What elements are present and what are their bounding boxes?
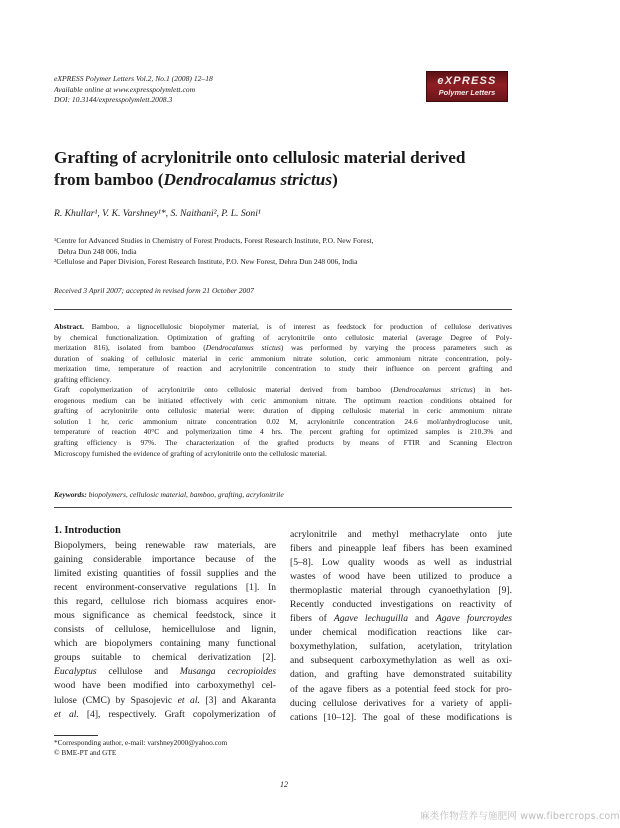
abstract-line bbox=[54, 385, 512, 396]
abstract-species: Dendrocalamus stictus bbox=[205, 343, 281, 353]
abstract-line: grafting efficiency is 97%. The characterization of the grafted products by means of FTIR and Scanning Electron bbox=[54, 438, 512, 448]
abstract-bottom-rule bbox=[54, 507, 512, 508]
body-line: acrylonitrile and methyl methacrylate onto jute bbox=[290, 529, 512, 540]
body-line: cations [10–12]. The goal of these modifications is bbox=[290, 711, 512, 723]
body-column-right bbox=[290, 528, 512, 725]
copyright-notice: © BME-PT and GTE bbox=[54, 748, 117, 757]
body-line: Recently conducted investigations on reactivity of bbox=[290, 599, 512, 611]
species-eucalyptus: Eucalyptus bbox=[54, 666, 97, 678]
body-line: [5–8]. Low quality woods as well as industrial bbox=[290, 557, 512, 569]
body-line: fibers and pineapple leaf fibers has been examined bbox=[290, 543, 512, 555]
body-line: wood have been modified into carboxymethyl cel- bbox=[54, 680, 276, 692]
abstract-line: grafting of acrylonitrile onto cellulosic material were: duration of dipping cellulosic material in ceric ammonium nitrate bbox=[54, 406, 512, 416]
paper-title bbox=[54, 147, 524, 191]
abstract-line bbox=[54, 322, 512, 333]
body-line: wastes of wood have been utilized to produce a bbox=[290, 571, 512, 583]
abstract-line: duration of soaking of cellulosic material in ceric ammonium nitrate solution, ceric ammonium nitrate concentration, poly- bbox=[54, 353, 512, 363]
title-species-name: Dendrocalamus strictus bbox=[163, 170, 333, 189]
body-line bbox=[290, 612, 512, 626]
abstract-species: Dendrocalamus strictus bbox=[392, 385, 473, 395]
body-text: fibers of bbox=[290, 613, 334, 625]
page-number: 12 bbox=[280, 780, 288, 789]
author-list: R. Khullar¹, V. K. Varshney¹*, S. Naithani², P. L. Soni¹ bbox=[54, 208, 261, 219]
logo-line-2: Polymer Letters bbox=[438, 88, 496, 97]
body-column-left bbox=[54, 523, 276, 722]
body-text: cellulose and bbox=[96, 666, 180, 678]
body-line: and subsequent carboxymethylation as well as oxi- bbox=[290, 655, 512, 667]
et-al: et al. bbox=[177, 694, 200, 706]
body-line: this regard, cellulose rich biomass acquires enor- bbox=[54, 596, 276, 608]
title-line-2-end: ) bbox=[332, 170, 338, 189]
abstract-text: Bamboo, a lignocellulosic biopolymer material, is of interest as feedstock for production of cellulose derivatives bbox=[83, 322, 512, 331]
abstract-text: ) in het- bbox=[472, 385, 513, 395]
abstract-line: by chemical functionalization. Optimization of grafting of acrylonitrile onto cellulosic material (average Degree of Poly- bbox=[54, 332, 512, 342]
body-line: which are biopolymers containing many functional bbox=[54, 638, 276, 650]
footnote-rule bbox=[54, 735, 98, 736]
abstract-label: Abstract. bbox=[54, 322, 84, 331]
body-line: mous significance as chemical feedstock, since it bbox=[54, 610, 276, 622]
logo-line-1: eXPRESS bbox=[437, 75, 497, 87]
species-musanga: Musanga cecropioides bbox=[179, 666, 276, 678]
abstract-line: erogenous medium can be initiated effectively with ceric ammonium nitrate. The optimum reaction conditions obtained for bbox=[54, 395, 512, 405]
body-line: of the agave fibers as a potential feed stock for pro- bbox=[290, 683, 512, 695]
journal-citation: eXPRESS Polymer Letters Vol.2, No.1 (2008) 12–18 bbox=[54, 74, 213, 83]
body-line: limited existing quantities of fossil supplies and the bbox=[54, 568, 276, 580]
species-agave-fourcroydes: Agave fourcroydes bbox=[435, 613, 512, 625]
journal-availability: Available online at www.expresspolymlett.com bbox=[54, 84, 196, 94]
abstract-line bbox=[54, 343, 512, 354]
keywords-list: biopolymers, cellulosic material, bamboo, grafting, acrylonitrile bbox=[86, 490, 284, 499]
abstract-text: Graft copolymerization of acrylonitrile onto cellulosic material derived from bamboo ( bbox=[54, 385, 393, 395]
body-line bbox=[54, 665, 276, 679]
received-dates: Received 3 April 2007; accepted in revised form 21 October 2007 bbox=[54, 286, 254, 295]
affiliation-2: ²Cellulose and Paper Division, Forest Research Institute, P.O. New Forest, Dehra Dun 248 006, India bbox=[54, 257, 358, 267]
abstract-line: grafting efficiency. bbox=[54, 374, 112, 384]
keywords-label: Keywords: bbox=[54, 490, 87, 499]
species-agave-lechuguilla: Agave lechuguilla bbox=[333, 613, 409, 625]
body-line: dation, and grafting have demonstrated suitability bbox=[290, 669, 512, 681]
keywords bbox=[54, 490, 284, 499]
body-line: recent environment-conservative regulations [1]. In bbox=[54, 582, 276, 594]
journal-doi: DOI: 10.3144/expresspolymlett.2008.3 bbox=[54, 95, 173, 105]
affiliations bbox=[54, 236, 524, 268]
body-line: Biopolymers, being renewable raw materials, are bbox=[54, 540, 276, 551]
body-text: [3] and Akaranta bbox=[199, 694, 277, 706]
body-line bbox=[54, 708, 276, 722]
abstract-line: Microscopy furnished the evidence of grafting of acrylonitrile onto the cellulosic material. bbox=[54, 448, 327, 458]
corresponding-author: *Corresponding author, e-mail: varshney2000@yahoo.com bbox=[54, 738, 228, 747]
abstract-top-rule bbox=[54, 309, 512, 310]
abstract-text: merization 816), isolated from bamboo ( bbox=[54, 343, 206, 353]
body-line: boxymethylation, sulfation, acetylation, tritylation bbox=[290, 641, 512, 653]
section-heading: 1. Introduction bbox=[54, 525, 121, 536]
body-line: groups suitable to chemical derivatization [2]. bbox=[54, 652, 276, 664]
title-line-2-plain: from bamboo ( bbox=[54, 170, 164, 189]
title-line-2 bbox=[54, 169, 524, 191]
abstract-text: ) was performed by varying the process parameters such as bbox=[280, 343, 512, 353]
body-line: ducing cellulose derivatives for a variety of appli- bbox=[290, 697, 512, 709]
body-line: consists of cellulose, hemicellulose and lignin, bbox=[54, 624, 276, 636]
body-line: under chemical modification reactions like car- bbox=[290, 627, 512, 639]
abstract-line: temperature of reaction 40°C and polymerization time 4 hrs. The percent grafting for optimized samples is 210.3% and bbox=[54, 427, 512, 437]
journal-info bbox=[54, 74, 213, 106]
footnote bbox=[54, 738, 227, 758]
journal-logo bbox=[426, 71, 508, 102]
body-line: gaining considerable importance because of the bbox=[54, 554, 276, 566]
title-line-1: Grafting of acrylonitrile onto cellulosic material derived bbox=[54, 148, 466, 167]
body-line bbox=[54, 694, 276, 708]
affiliation-1-line-1: ¹Centre for Advanced Studies in Chemistry of Forest Products, Forest Research Institute, P.O. New Forest, bbox=[54, 236, 374, 245]
body-text: [4], respectively. Graft copolymerization of bbox=[78, 708, 276, 720]
et-al: et al. bbox=[54, 708, 79, 720]
abstract-line: merization time, temperature of reaction and acrylonitrile concentration to study their influence on percent grafting and bbox=[54, 364, 512, 374]
affiliation-1-line-2: Dehra Dun 248 006, India bbox=[58, 246, 137, 256]
abstract-line: solution 1 hr, ceric ammonium nitrate concentration 0.02 M, acrylonitrile concentration 24.6 mol/anhydroglucose unit, bbox=[54, 416, 512, 426]
body-line: thermoplastic material through cyanoethylation [9]. bbox=[290, 585, 512, 597]
site-watermark: 麻类作物营养与施肥网 www.fibercrops.com bbox=[420, 811, 620, 822]
body-text: and bbox=[408, 613, 436, 625]
body-text: lulose (CMC) by Spasojevic bbox=[54, 694, 178, 706]
abstract bbox=[54, 322, 512, 459]
